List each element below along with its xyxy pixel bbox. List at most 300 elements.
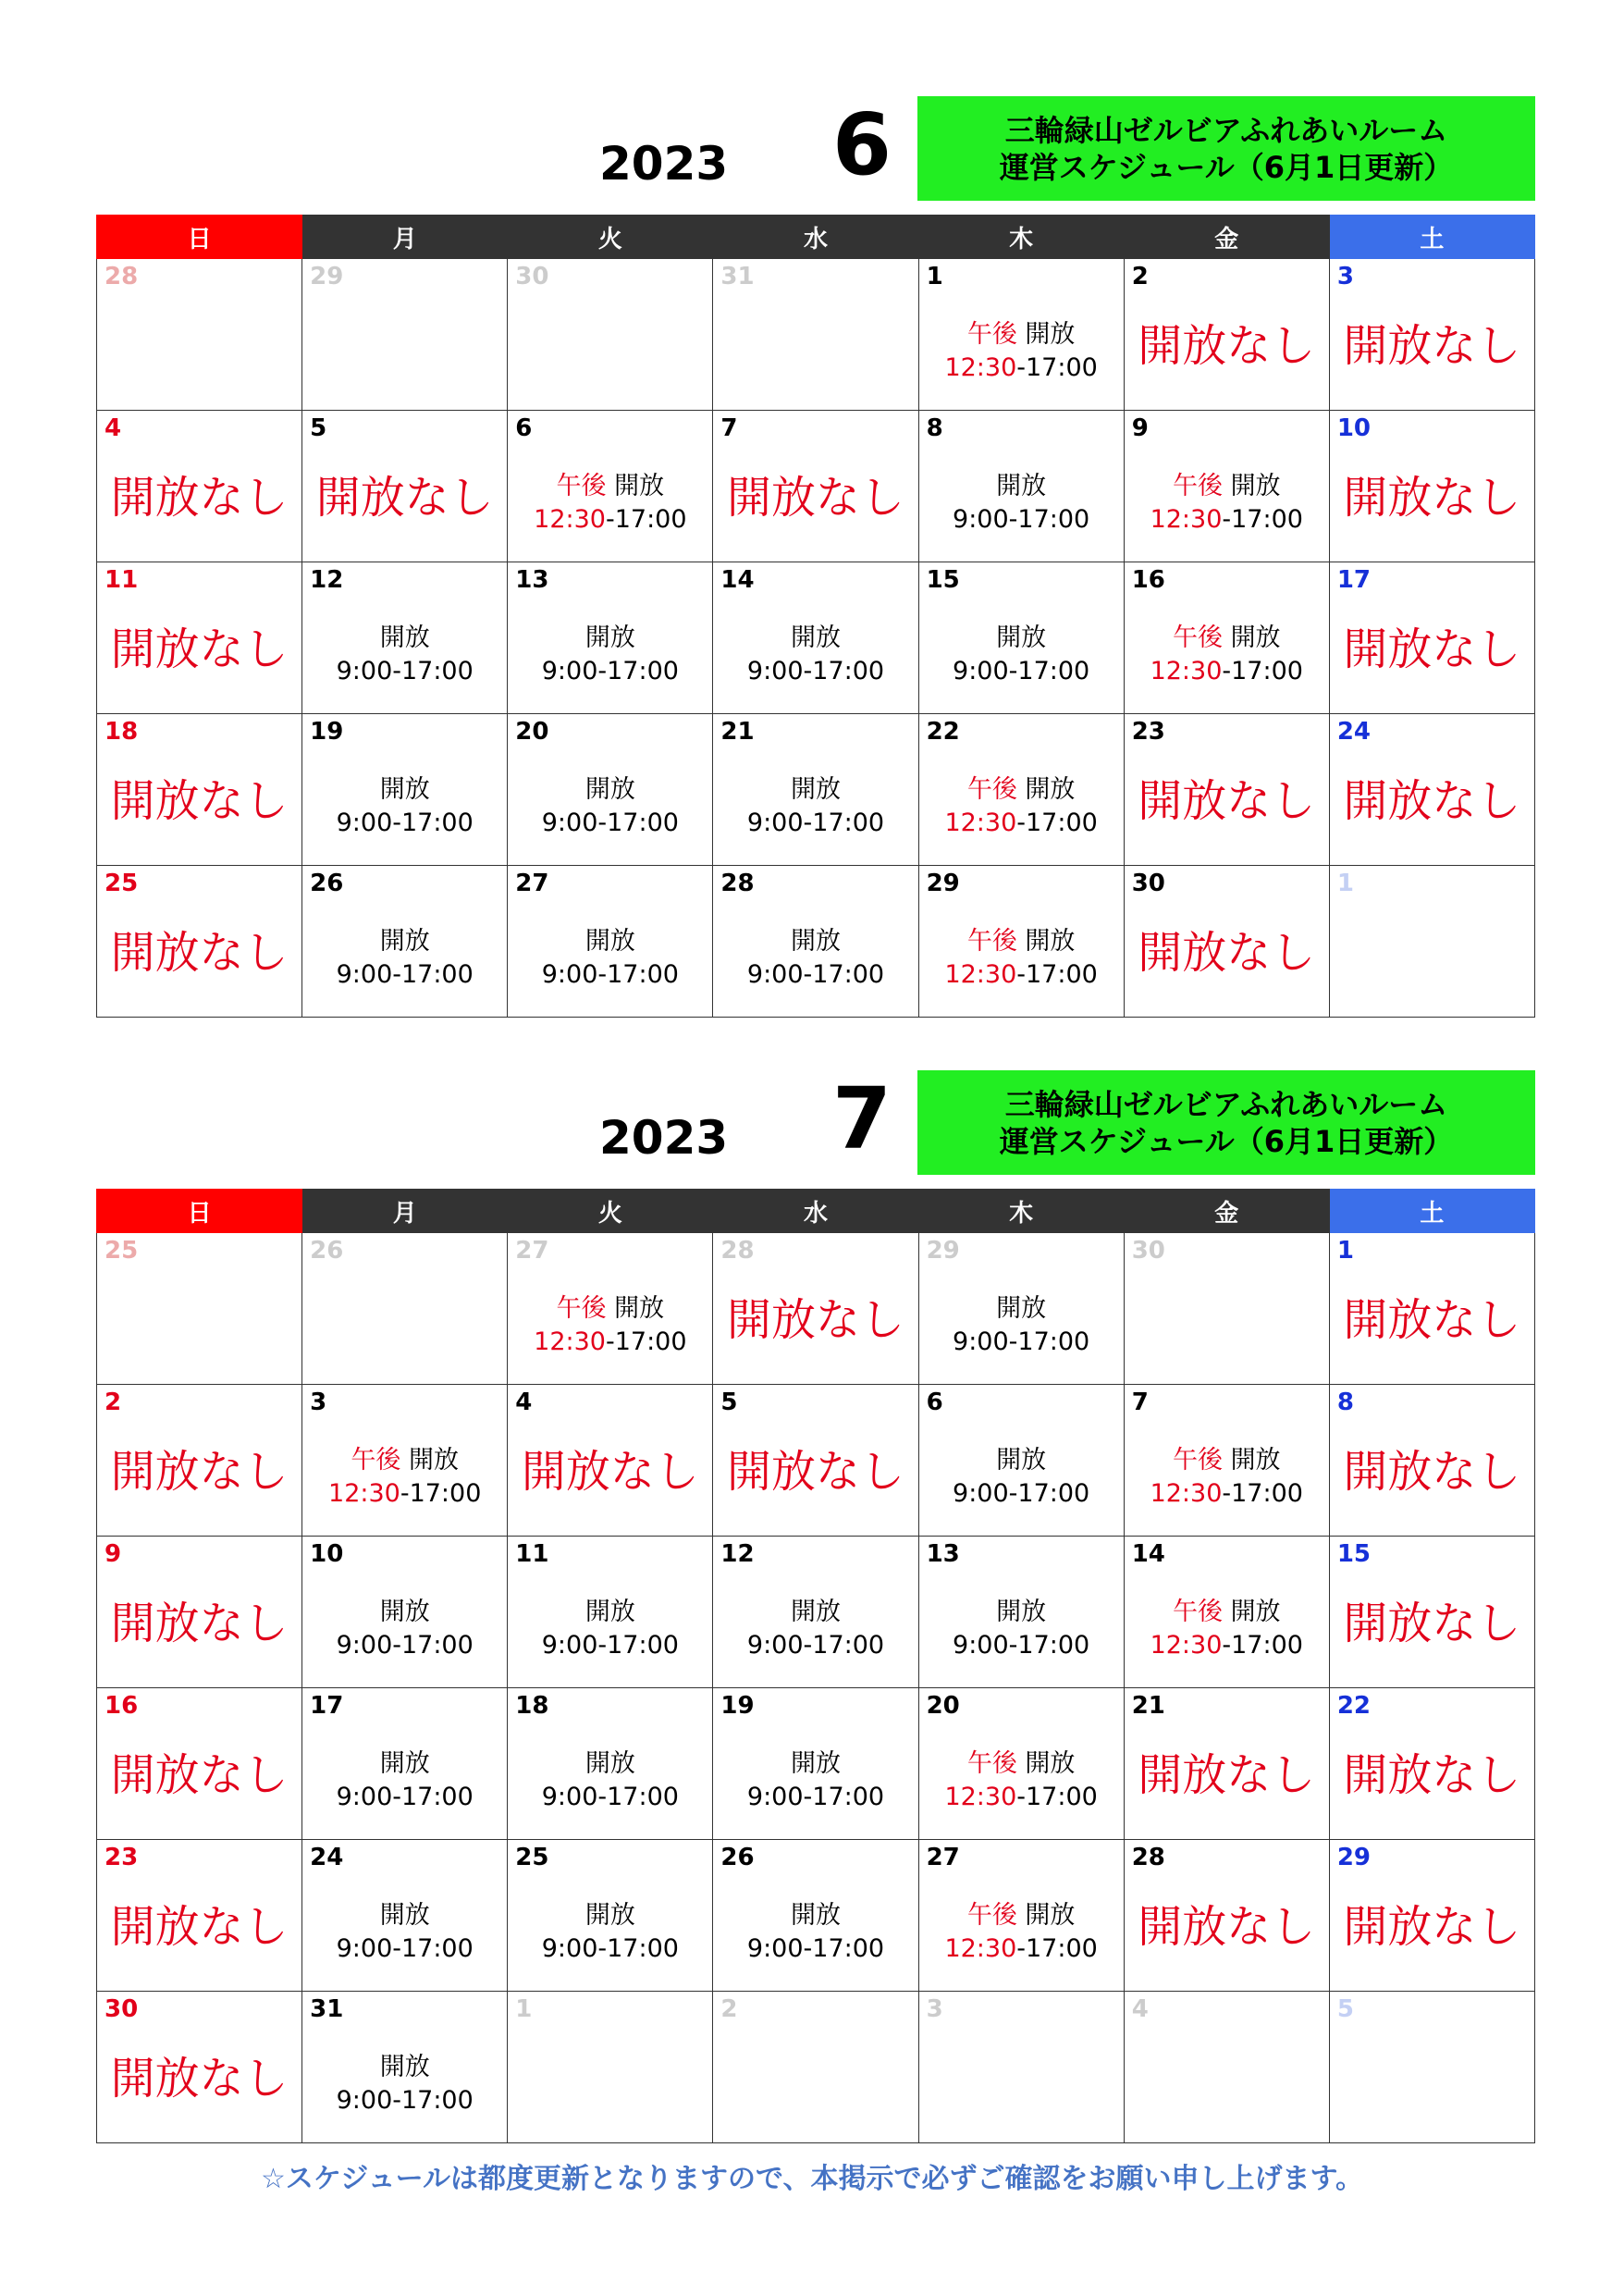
day-number: 17 [1336, 566, 1372, 594]
open-line [302, 1899, 507, 1932]
day-number: 14 [720, 566, 755, 594]
week-row [97, 562, 1535, 714]
hours-line [1125, 1477, 1329, 1511]
open-line [1125, 1444, 1329, 1477]
closed-label: 開放なし [726, 472, 904, 524]
closed-label: 開放なし [521, 1446, 699, 1498]
day-cell [713, 866, 918, 1018]
day-number: 15 [1336, 1540, 1372, 1568]
day-number: 26 [720, 1844, 755, 1871]
day-number: 28 [105, 263, 139, 290]
footer-note: ☆スケジュールは都度更新となりますので、本掲示で必ずご確認をお願い申し上げます。 [260, 2163, 1364, 2195]
hours-line [919, 1629, 1124, 1662]
hours-start: 12:30 [944, 960, 1017, 989]
weekday-cell: 火 [508, 1190, 713, 1233]
day-schedule [97, 760, 301, 827]
day-cell [302, 562, 508, 714]
closed-label: 開放なし [110, 1749, 289, 1801]
hours: 9:00-17:00 [541, 960, 679, 989]
title-banner [917, 96, 1535, 201]
day-schedule [97, 2038, 301, 2105]
open-line [919, 773, 1124, 807]
day-cell [302, 1537, 508, 1688]
day-cell [1329, 1537, 1534, 1688]
hours: 9:00-17:00 [746, 960, 885, 989]
open-label: 開放 [584, 1749, 635, 1778]
day-cell [1124, 1233, 1329, 1385]
day-number: 11 [105, 566, 139, 594]
hours-end: -17:00 [1222, 505, 1303, 534]
weekday-cell: 日 [97, 216, 302, 259]
open-line [713, 1899, 917, 1932]
day-number: 2 [105, 1389, 122, 1416]
day-cell [918, 411, 1124, 562]
day-cell [302, 1385, 508, 1537]
closed-label: 開放なし [1138, 1901, 1316, 1953]
open-hours [919, 1292, 1124, 1359]
month-calendar [96, 96, 1535, 1018]
day-cell [1124, 714, 1329, 866]
year-label: 2023 [599, 137, 729, 191]
open-line [919, 1596, 1124, 1629]
open-line [713, 1747, 917, 1781]
open-hours [508, 1292, 712, 1359]
day-schedule [1330, 1886, 1534, 1953]
afternoon-label: 午後 [556, 472, 607, 500]
open-line [302, 773, 507, 807]
day-number: 26 [310, 870, 344, 897]
weekday-cell: 日 [97, 1190, 302, 1233]
open-label: 開放 [379, 775, 430, 804]
weekday-cell: 木 [918, 216, 1124, 259]
open-label: 開放 [996, 1598, 1047, 1626]
day-schedule [97, 609, 301, 675]
open-line [1125, 470, 1329, 503]
open-hours [1125, 1444, 1329, 1511]
open-hours [919, 318, 1124, 385]
month-number: 6 [831, 95, 892, 194]
open-label: 開放 [790, 623, 841, 652]
day-number: 3 [1336, 263, 1354, 290]
day-schedule [1125, 760, 1329, 827]
hours-line [1125, 655, 1329, 688]
day-cell [302, 259, 508, 411]
banner-title: 三輪緑山ゼルビアふれあいルーム [1004, 1086, 1448, 1122]
day-number: 25 [515, 1844, 549, 1871]
open-label: 開放 [584, 775, 635, 804]
open-line [302, 1596, 507, 1629]
hours-start: 12:30 [534, 505, 606, 534]
closed-label: 開放なし [1343, 1294, 1521, 1346]
week-row [97, 1840, 1535, 1992]
open-hours [713, 1747, 917, 1814]
day-number: 7 [720, 414, 738, 442]
hours: 9:00-17:00 [336, 809, 474, 837]
banner-subtitle: 運営スケジュール（6月1日更新） [999, 1123, 1454, 1159]
hours-line [919, 1932, 1124, 1966]
day-number: 5 [1336, 1995, 1354, 2023]
day-schedule [919, 609, 1124, 688]
open-label: 開放 [1025, 927, 1076, 956]
hours-line [713, 1932, 917, 1966]
open-hours [713, 1899, 917, 1966]
month-number: 7 [831, 1069, 892, 1168]
title-banner [917, 1070, 1535, 1175]
open-hours [919, 470, 1124, 537]
hours: 9:00-17:00 [746, 1631, 885, 1660]
day-number: 27 [926, 1844, 960, 1871]
day-number: 8 [926, 414, 943, 442]
day-cell [302, 1992, 508, 2143]
hours: 9:00-17:00 [953, 1631, 1090, 1660]
hours: 9:00-17:00 [541, 1631, 679, 1660]
hours-line [508, 503, 712, 537]
afternoon-label: 午後 [966, 927, 1017, 956]
open-label: 開放 [1230, 1598, 1281, 1626]
day-cell [918, 1992, 1124, 2143]
hours-line [919, 1326, 1124, 1359]
hours-end: -17:00 [1016, 1783, 1098, 1811]
day-number: 5 [310, 414, 327, 442]
open-hours [302, 1747, 507, 1814]
calendar-grid [96, 215, 1535, 1018]
day-cell [713, 259, 918, 411]
day-number: 22 [926, 718, 960, 746]
open-label: 開放 [790, 1749, 841, 1778]
hours-line [508, 807, 712, 840]
afternoon-label: 午後 [1172, 623, 1223, 652]
day-number: 11 [515, 1540, 549, 1568]
open-hours [302, 925, 507, 992]
open-line [508, 773, 712, 807]
day-number: 26 [310, 1237, 344, 1265]
hours-start: 12:30 [1150, 505, 1223, 534]
day-number: 31 [720, 263, 755, 290]
week-row [97, 1537, 1535, 1688]
day-schedule [1330, 457, 1534, 524]
afternoon-label: 午後 [1172, 1598, 1223, 1626]
day-cell [1124, 1385, 1329, 1537]
banner-subtitle: 運営スケジュール（6月1日更新） [999, 149, 1454, 185]
hours: 9:00-17:00 [336, 1934, 474, 1963]
hours: 9:00-17:00 [746, 809, 885, 837]
closed-label: 開放なし [1343, 623, 1521, 675]
day-cell [97, 714, 302, 866]
day-schedule [508, 760, 712, 840]
day-number: 16 [1131, 566, 1165, 594]
day-number: 1 [1336, 870, 1354, 897]
weekday-cell: 金 [1124, 216, 1329, 259]
day-schedule [1125, 1431, 1329, 1511]
open-line [713, 925, 917, 958]
day-number: 15 [926, 566, 960, 594]
open-label: 開放 [996, 623, 1047, 652]
hours-line [302, 655, 507, 688]
day-schedule [508, 1734, 712, 1814]
day-cell [713, 1537, 918, 1688]
day-schedule [713, 1734, 917, 1814]
day-number: 16 [105, 1692, 139, 1720]
open-label: 開放 [1025, 320, 1076, 349]
day-cell [713, 1233, 918, 1385]
day-cell [1329, 714, 1534, 866]
day-schedule [1330, 1279, 1534, 1346]
hours: 9:00-17:00 [336, 1631, 474, 1660]
day-cell [97, 1385, 302, 1537]
hours-line [302, 807, 507, 840]
open-line [713, 1596, 917, 1629]
weekday-cell: 土 [1329, 216, 1534, 259]
afternoon-label: 午後 [966, 1901, 1017, 1930]
day-cell [1329, 1233, 1534, 1385]
open-hours [919, 622, 1124, 688]
day-number: 30 [1131, 870, 1165, 897]
week-row [97, 866, 1535, 1018]
closed-label: 開放なし [110, 623, 289, 675]
day-schedule [97, 1583, 301, 1649]
closed-label: 開放なし [110, 775, 289, 827]
day-number: 28 [720, 870, 755, 897]
day-schedule [919, 760, 1124, 840]
day-schedule [1330, 760, 1534, 827]
open-line [508, 1747, 712, 1781]
open-label: 開放 [379, 1598, 430, 1626]
open-label: 開放 [379, 2053, 430, 2081]
hours-line [713, 1781, 917, 1814]
hours-line [919, 352, 1124, 385]
closed-label: 開放なし [110, 927, 289, 979]
hours-line [919, 1781, 1124, 1814]
day-schedule [97, 1431, 301, 1498]
day-cell [508, 1233, 713, 1385]
hours-end: -17:00 [605, 505, 687, 534]
open-label: 開放 [379, 1749, 430, 1778]
closed-label: 開放なし [726, 1294, 904, 1346]
day-cell [97, 1992, 302, 2143]
hours-line [302, 1629, 507, 1662]
hours-line [508, 1326, 712, 1359]
afternoon-label: 午後 [1172, 472, 1223, 500]
open-label: 開放 [379, 1901, 430, 1930]
open-label: 開放 [1230, 1446, 1281, 1475]
closed-label: 開放なし [110, 1446, 289, 1498]
day-cell [1124, 259, 1329, 411]
day-schedule [302, 1734, 507, 1814]
day-schedule [713, 1886, 917, 1966]
day-cell [918, 562, 1124, 714]
hours-end: -17:00 [1016, 1934, 1098, 1963]
afternoon-label: 午後 [351, 1446, 401, 1475]
day-schedule [713, 1279, 917, 1346]
day-cell [918, 1385, 1124, 1537]
day-cell [1329, 259, 1534, 411]
day-schedule [508, 912, 712, 992]
month-calendar [96, 1070, 1535, 2143]
day-cell [713, 562, 918, 714]
hours-start: 12:30 [944, 809, 1017, 837]
day-cell [97, 411, 302, 562]
day-cell [713, 1992, 918, 2143]
hours: 9:00-17:00 [336, 2086, 474, 2115]
open-hours [713, 773, 917, 840]
day-cell [508, 866, 713, 1018]
week-row [97, 411, 1535, 562]
closed-label: 開放なし [1343, 1749, 1521, 1801]
day-cell [508, 1688, 713, 1840]
day-schedule [302, 609, 507, 688]
week-row [97, 1385, 1535, 1537]
open-label: 開放 [996, 1294, 1047, 1323]
open-label: 開放 [790, 1598, 841, 1626]
open-label: 開放 [614, 472, 665, 500]
hours-start: 12:30 [534, 1327, 606, 1356]
day-number: 28 [1131, 1844, 1165, 1871]
hours: 9:00-17:00 [746, 1934, 885, 1963]
month-header [96, 1070, 1535, 1189]
calendar-body [97, 259, 1535, 1018]
day-number: 25 [105, 1237, 139, 1265]
day-schedule [302, 1886, 507, 1966]
open-hours [1125, 470, 1329, 537]
open-hours [919, 925, 1124, 992]
day-cell [918, 1233, 1124, 1385]
day-number: 3 [926, 1995, 943, 2023]
day-number: 13 [515, 566, 549, 594]
day-schedule [919, 1734, 1124, 1814]
open-line [919, 1899, 1124, 1932]
afternoon-label: 午後 [966, 775, 1017, 804]
hours-end: -17:00 [1222, 657, 1303, 685]
day-schedule [508, 609, 712, 688]
open-line [302, 925, 507, 958]
day-number: 1 [926, 263, 943, 290]
day-schedule [919, 1583, 1124, 1662]
hours-line [713, 958, 917, 992]
day-cell [1329, 1992, 1534, 2143]
day-number: 29 [926, 870, 960, 897]
open-line [508, 1596, 712, 1629]
hours-end: -17:00 [1016, 809, 1098, 837]
day-cell [918, 1537, 1124, 1688]
hours-line [919, 655, 1124, 688]
weekday-cell: 水 [713, 1190, 918, 1233]
day-schedule [1125, 912, 1329, 979]
open-hours [302, 1596, 507, 1662]
open-line [508, 622, 712, 655]
hours-end: -17:00 [400, 1479, 482, 1508]
closed-label: 開放なし [1343, 775, 1521, 827]
open-line [508, 470, 712, 503]
hours-line [302, 1781, 507, 1814]
hours-line [302, 2084, 507, 2117]
weekday-cell: 月 [302, 216, 508, 259]
day-schedule [713, 1431, 917, 1498]
closed-label: 開放なし [1343, 1598, 1521, 1649]
day-number: 21 [720, 718, 755, 746]
day-cell [97, 1537, 302, 1688]
day-cell [508, 562, 713, 714]
banner-title: 三輪緑山ゼルビアふれあいルーム [1004, 112, 1448, 148]
day-cell [1329, 1840, 1534, 1992]
week-row [97, 1233, 1535, 1385]
open-label: 開放 [1230, 623, 1281, 652]
day-number: 1 [1336, 1237, 1354, 1265]
day-schedule [508, 1886, 712, 1966]
open-hours [508, 925, 712, 992]
open-hours [508, 773, 712, 840]
closed-label: 開放なし [726, 1446, 904, 1498]
open-label: 開放 [1025, 1749, 1076, 1778]
day-cell [713, 1385, 918, 1537]
day-number: 9 [105, 1540, 122, 1568]
open-hours [508, 1596, 712, 1662]
day-schedule [302, 912, 507, 992]
day-cell [1329, 411, 1534, 562]
open-line [919, 470, 1124, 503]
hours-line [713, 807, 917, 840]
open-line [302, 1747, 507, 1781]
year-label: 2023 [599, 1111, 729, 1165]
day-number: 7 [1131, 1389, 1149, 1416]
day-schedule [302, 1431, 507, 1511]
open-line [919, 925, 1124, 958]
closed-label: 開放なし [1138, 775, 1316, 827]
hours: 9:00-17:00 [336, 657, 474, 685]
day-number: 27 [515, 870, 549, 897]
day-schedule [1330, 305, 1534, 372]
calendar-body [97, 1233, 1535, 2143]
open-hours [919, 773, 1124, 840]
hours-line [919, 958, 1124, 992]
open-line [1125, 1596, 1329, 1629]
open-hours [713, 1596, 917, 1662]
open-hours [508, 1747, 712, 1814]
day-cell [918, 1688, 1124, 1840]
day-number: 29 [1336, 1844, 1372, 1871]
day-schedule [97, 912, 301, 979]
day-number: 24 [1336, 718, 1372, 746]
day-number: 4 [105, 414, 122, 442]
day-number: 29 [310, 263, 344, 290]
day-cell [97, 1688, 302, 1840]
day-cell [1124, 1688, 1329, 1840]
closed-label: 開放なし [1138, 1749, 1316, 1801]
open-label: 開放 [379, 623, 430, 652]
hours-line [508, 1781, 712, 1814]
day-cell [713, 714, 918, 866]
open-hours [302, 2051, 507, 2117]
day-schedule [1125, 1886, 1329, 1953]
day-cell [918, 714, 1124, 866]
day-number: 24 [310, 1844, 344, 1871]
open-label: 開放 [584, 1901, 635, 1930]
open-hours [302, 1444, 507, 1511]
week-row [97, 714, 1535, 866]
open-label: 開放 [1025, 775, 1076, 804]
day-schedule [1125, 609, 1329, 688]
day-number: 3 [310, 1389, 327, 1416]
day-schedule [713, 609, 917, 688]
open-hours [1125, 1596, 1329, 1662]
day-schedule [919, 912, 1124, 992]
hours-line [713, 1629, 917, 1662]
afternoon-label: 午後 [1172, 1446, 1223, 1475]
hours-line [302, 1932, 507, 1966]
day-cell [1124, 562, 1329, 714]
day-cell [1124, 1992, 1329, 2143]
day-cell [1124, 411, 1329, 562]
day-schedule [508, 1583, 712, 1662]
